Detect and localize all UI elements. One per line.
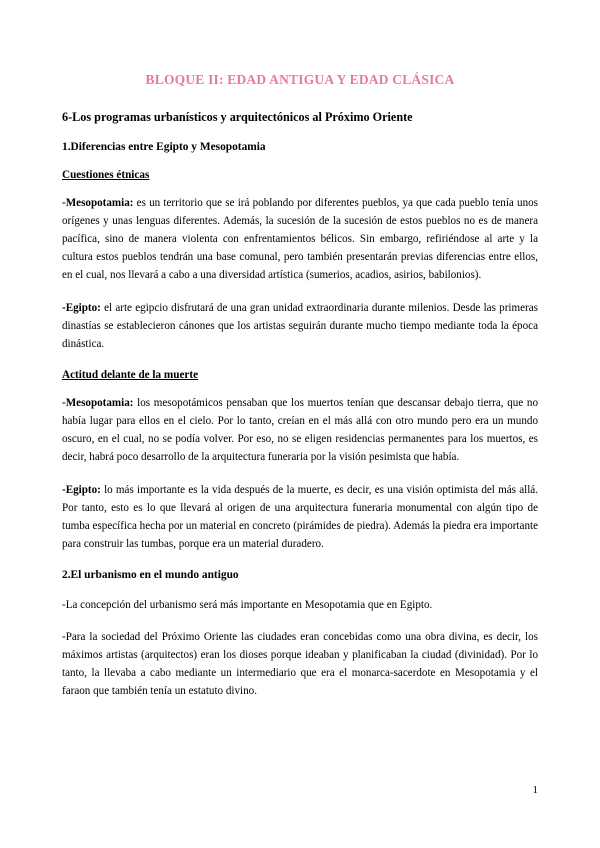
document-title: BLOQUE II: EDAD ANTIGUA Y EDAD CLÁSICA [145, 72, 455, 87]
paragraph-text-mesopotamia-muerte: los mesopotámicos pensaban que los muertos tenían que descansar debajo tierra, que no había lugar para ellos en el cielo. Por lo tanto, creían en el más allá con otro mundo pero era un mundo oscuro, en el cual, no se podía volver. Por eso, no se eligen residencias permanentes para los muertos, es decir, habrá poco desarrollo de la arquitectura funeraria por la visión pesimista que había. [62, 396, 538, 463]
heading-cuestiones-etnicas: Cuestiones étnicas [62, 169, 150, 181]
paragraph-text-mesopotamia: es un territorio que se irá poblando por diferentes pueblos, ya que cada pueblo tenía unos orígenes y unas lenguas diferentes. Además, la sucesión de la sucesión de estos pueblos no es de manera pacífica, sino de manera violenta con enfrentamientos bélicos. Sin embargo, refiriéndose al arte y la cultura estos pueblos tendrán una base comunal, pero también presentarán previas diferencias entre ellos, en el cual, nos llevará a cabo a una diversidad artística (sumerios, acadios, asirios, babilonios). [62, 197, 538, 281]
paragraph-egipto-muerte [62, 482, 538, 554]
paragraph-lead-mesopotamia-muerte: -Mesopotamia: [62, 396, 134, 409]
paragraph-egipto-etnico [62, 300, 538, 354]
paragraph-urbanismo-1: -La concepción del urbanismo será más importante en Mesopotamia que en Egipto. [62, 598, 433, 611]
paragraph-urbanismo-2: -Para la sociedad del Próximo Oriente las ciudades eran concebidas como una obra divina, es decir, los máximos artistas (arquitectos) eran los dioses porque ideaban y planificaban la ciudad (divinidad). Por lo tanto, la llevaba a cabo mediante un intermediario que era el monarca-sacerdote en Mesopotamia y el faraon que también tenía un estatuto divino. [62, 631, 538, 698]
paragraph-lead-egipto-muerte: -Egipto: [62, 483, 101, 496]
page-number: 1 [532, 784, 538, 796]
subsection-heading-1: 1.Diferencias entre Egipto y Mesopotamia [62, 141, 266, 153]
subsection-heading-2: 2.El urbanismo en el mundo antiguo [62, 568, 239, 581]
paragraph-mesopotamia-muerte [62, 395, 538, 467]
paragraph-text-egipto: el arte egipcio disfrutará de una gran unidad extraordinaria durante milenios. Desde las primeras dinastías se establecieron cánones que los artistas seguirán durante mucho tiempo mediante toda la época dinástica. [62, 301, 538, 350]
paragraph-text-egipto-muerte: lo más importante es la vida después de la muerte, es decir, es una visión optimista del más allá. Por tanto, esto es lo que llevará al origen de una arquitectura funeraria monumental con algún tipo de tumba específica hecha por un material en concreto (pirámides de piedra). Además la piedra era importante para construir las tumbas, porque era un material duradero. [62, 483, 538, 550]
heading-actitud-muerte: Actitud delante de la muerte [62, 368, 199, 381]
section-heading: 6-Los programas urbanísticos y arquitectónicos al Próximo Oriente [62, 110, 413, 124]
paragraph-lead-mesopotamia: -Mesopotamia: [62, 197, 134, 209]
paragraph-mesopotamia-etnico [62, 195, 538, 285]
paragraph-lead-egipto: -Egipto: [62, 301, 101, 314]
